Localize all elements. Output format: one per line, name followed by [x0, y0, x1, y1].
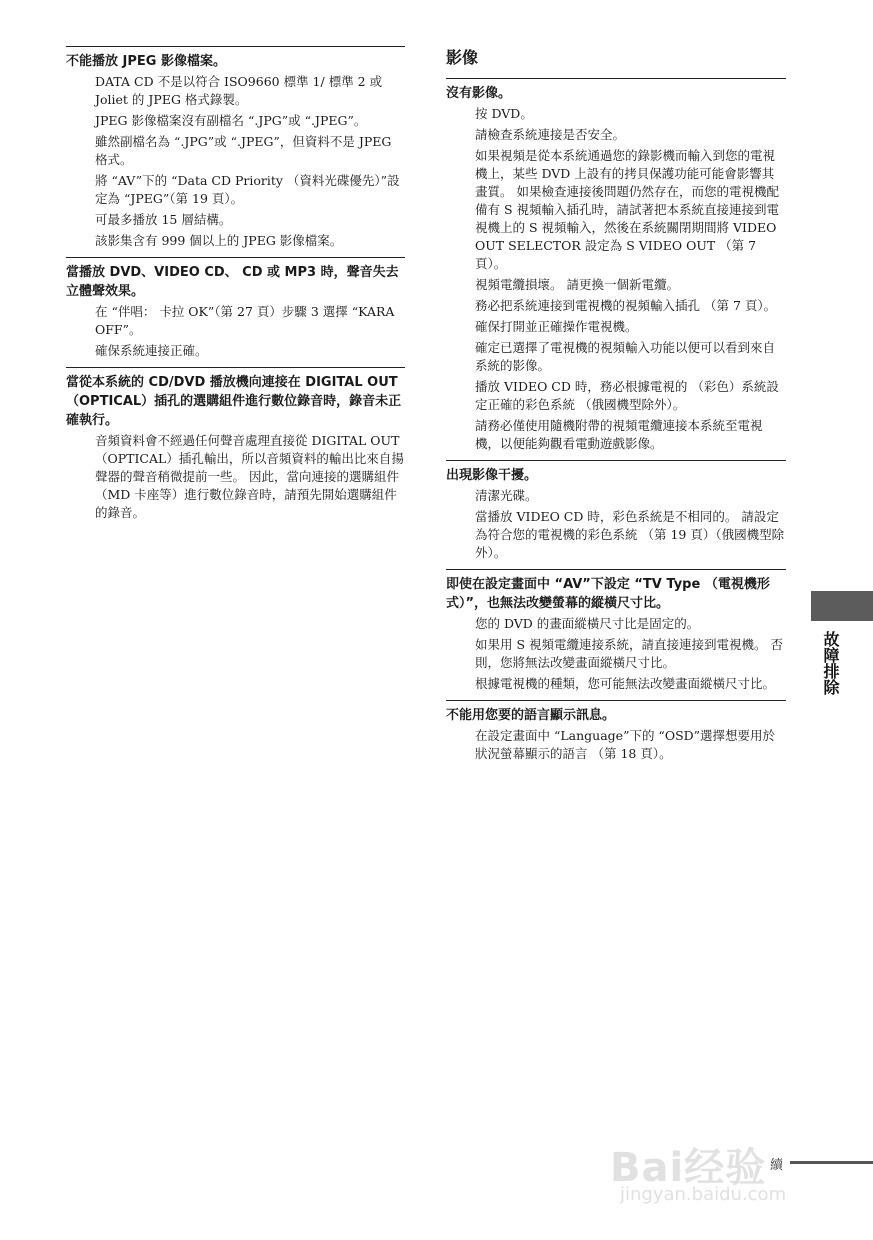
solution-item: 確定已選擇了電視機的視頻輸入功能以便可以看到來自系統的影像。 — [475, 340, 776, 373]
trouble-block — [66, 257, 405, 360]
problem-heading: 不能播放 JPEG 影像檔案。 — [66, 54, 226, 69]
solution-item: JPEG 影像檔案沒有副檔名 “.JPG”或 “.JPEG”。 — [95, 113, 367, 128]
trouble-block — [446, 78, 786, 453]
right-blocks — [446, 78, 786, 763]
solution-item: 您的 DVD 的畫面縱橫尺寸比是固定的。 — [475, 616, 700, 631]
solution-item: 請務必僅使用隨機附帶的視頻電纜連接本系統至電視機，以便能夠觀看電動遊戲影像。 — [475, 418, 763, 451]
trouble-block — [446, 700, 786, 763]
solution-item: 如果視頻是從本系統通過您的錄影機而輸入到您的電視機上，某些 DVD 上設有的拷貝保護功能可能會影響其畫質。 如果檢查連接後問題仍然存在，而您的電視機配備有 S 視頻輸入插孔時，請試著把本系統直接連接到電視機上的 S 視頻輸入，然後在系統關閉期間將 VIDEO OUT SELECTOR 設定為 S VIDEO OUT （第 7 頁）。 — [475, 148, 780, 271]
solution-item: 該影集含有 999 個以上的 JPEG 影像檔案。 — [95, 233, 343, 248]
solution-item: 按 DVD。 — [475, 106, 533, 121]
problem-heading: 當播放 DVD、VIDEO CD、 CD 或 MP3 時，聲音失去立體聲效果。 — [66, 265, 399, 299]
solution-item: 根據電視機的種類，您可能無法改變畫面縱橫尺寸比。 — [475, 676, 776, 691]
section-title: 影像 — [446, 48, 479, 67]
solution-item: 音頻資料會不經過任何聲音處理直接從 DIGITAL OUT （OPTICAL）插孔輸出，所以音頻資料的輸出比來自揚聲器的聲音稍微提前一些。 因此，當向連接的選購組件 （MD 卡座等）進行數位錄音時，請預先開始選購組件的錄音。 — [95, 433, 404, 520]
solution-item: 播放 VIDEO CD 時，務必根據電視的 （彩色）系統設定正確的彩色系統 （俄國機型除外）。 — [475, 379, 779, 412]
side-tab-marker — [811, 591, 873, 621]
solution-item: 確保打開並正確操作電視機。 — [475, 319, 638, 334]
footer-rule — [790, 1161, 873, 1164]
solution-item: 在設定畫面中 “Language”下的 “OSD”選擇想要用於狀況螢幕顯示的語言 （第 18 頁）。 — [475, 728, 776, 761]
solution-item: 請檢查系統連接是否安全。 — [475, 127, 626, 142]
left-column — [66, 40, 405, 529]
side-tab-label: 故障排除 — [821, 631, 840, 695]
problem-heading: 出現影像干擾。 — [446, 468, 538, 483]
trouble-block — [446, 460, 786, 562]
solution-item: 如果用 S 視頻電纜連接系統，請直接連接到電視機。 否則，您將無法改變畫面縱橫尺寸比。 — [475, 637, 783, 670]
watermark-url: jingyan.baidu.com — [620, 1184, 787, 1205]
problem-heading: 不能用您要的語言顯示訊息。 — [446, 708, 616, 723]
trouble-block — [446, 569, 786, 693]
problem-heading: 沒有影像。 — [446, 86, 512, 101]
right-column — [446, 40, 786, 770]
solution-item: 雖然副檔名為 “.JPG”或 “.JPEG”，但資料不是 JPEG 格式。 — [95, 134, 392, 167]
solution-item: 可最多播放 15 層結構。 — [95, 212, 232, 227]
watermark-brand: Bai经验 — [610, 1145, 767, 1191]
page-number: 續 — [770, 1158, 784, 1173]
solution-item: 確保系統連接正確。 — [95, 343, 208, 358]
solution-item: 將 “AV”下的 “Data CD Priority （資料光碟優先）”設定為 “JPEG”（第 19 頁）。 — [95, 173, 400, 206]
problem-heading: 即使在設定畫面中 “AV”下設定 “TV Type （電視機形式）”，也無法改變螢幕的縱橫尺寸比。 — [446, 577, 770, 611]
solution-item: 視頻電纜損壞。 請更換一個新電纜。 — [475, 277, 679, 292]
problem-heading: 當從本系統的 CD/DVD 播放機向連接在 DIGITAL OUT （OPTICAL）插孔的選購組件進行數位錄音時，錄音未正確執行。 — [66, 375, 402, 428]
solution-item: 清潔光碟。 — [475, 488, 538, 503]
solution-item: 當播放 VIDEO CD 時，彩色系統是不相同的。 請設定為符合您的電視機的彩色系統 （第 19 頁）（俄國機型除外）。 — [475, 509, 785, 560]
trouble-block — [66, 367, 405, 522]
trouble-block — [66, 46, 405, 250]
solution-item: 務必把系統連接到電視機的視頻輸入插孔 （第 7 頁）。 — [475, 298, 777, 313]
solution-item: 在 “伴唱： 卡拉 OK”（第 27 頁）步驟 3 選擇 “KARA OFF”。 — [95, 304, 395, 337]
solution-item: DATA CD 不是以符合 ISO9660 標準 1/ 標準 2 或 Joliet 的 JPEG 格式錄製。 — [95, 74, 383, 107]
